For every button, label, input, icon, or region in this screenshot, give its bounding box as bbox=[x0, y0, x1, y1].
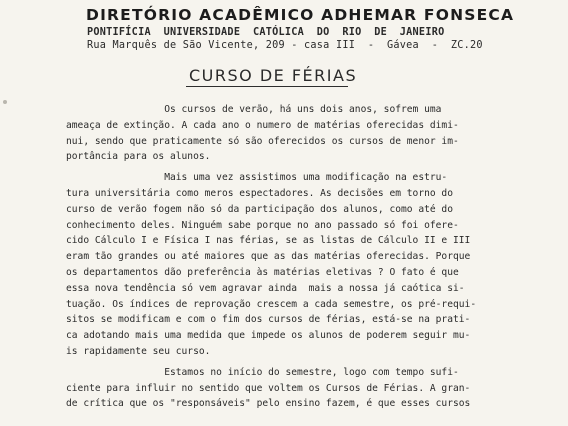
text-line: sitos se modificam e com o fim dos cursos de férias, está-se na prati- bbox=[66, 314, 471, 326]
text-line: cido Cálculo I e Física I nas férias, se as listas de Cálculo II e III bbox=[66, 235, 471, 247]
title-underline bbox=[186, 86, 348, 87]
scan-speck bbox=[3, 100, 7, 104]
text-line: ca adotando mais uma medida que impede os alunos de poderem seguir mu- bbox=[66, 330, 471, 342]
text-line: portância para os alunos. bbox=[66, 151, 211, 163]
text-line: de crítica que os "responsáveis" pelo ensino fazem, é que esses cursos bbox=[66, 398, 471, 410]
letterhead-university: PONTIFÍCIA UNIVERSIDADE CATÓLICA DO RIO DE JANEIRO bbox=[87, 27, 445, 38]
text-line: is rapidamente seu curso. bbox=[66, 345, 211, 357]
letterhead-address: Rua Marquês de São Vicente, 209 - casa III - Gávea - ZC.20 bbox=[87, 40, 483, 51]
text-line: conhecimento deles. Ninguém sabe porque no ano passado só foi ofere- bbox=[66, 219, 459, 231]
text-line: tura universitária como meros espectadores. As decisões em torno do bbox=[66, 187, 453, 199]
document-title: CURSO DE FÉRIAS bbox=[189, 66, 358, 85]
text-line: curso de verão fogem não só da participação dos alunos, como até do bbox=[66, 203, 453, 215]
paragraph bbox=[66, 102, 546, 165]
text-line: tuação. Os índices de reprovação crescem a cada semestre, os pré-requi- bbox=[66, 298, 477, 310]
text-line: Os cursos de verão, há uns dois anos, sofrem uma bbox=[66, 104, 442, 115]
text-line: nui, sendo que praticamente só são oferecidos os cursos de menor im- bbox=[66, 135, 459, 147]
text-line: ameaça de extinção. A cada ano o numero de matérias oferecidas dimi- bbox=[66, 119, 459, 131]
text-line: eram tão grandes ou até maiores que as das matérias oferecidas. Porque bbox=[66, 251, 471, 263]
text-line: Mais uma vez assistimos uma modificação na estru- bbox=[66, 172, 448, 184]
text-line: Estamos no início do semestre, logo com tempo sufi- bbox=[66, 366, 459, 378]
paragraph bbox=[66, 170, 546, 360]
letterhead-organization: DIRETÓRIO ACADÊMICO ADHEMAR FONSECA bbox=[86, 6, 515, 24]
document-body bbox=[66, 102, 546, 412]
text-line: essa nova tendência só vem agravar ainda mais a nossa já caótica si- bbox=[66, 282, 465, 294]
text-line: ciente para influir no sentido que voltem os Cursos de Férias. A gran- bbox=[66, 382, 471, 394]
text-line: os departamentos dão preferência às matérias eletivas ? O fato é que bbox=[66, 266, 459, 278]
paragraph bbox=[66, 365, 546, 412]
